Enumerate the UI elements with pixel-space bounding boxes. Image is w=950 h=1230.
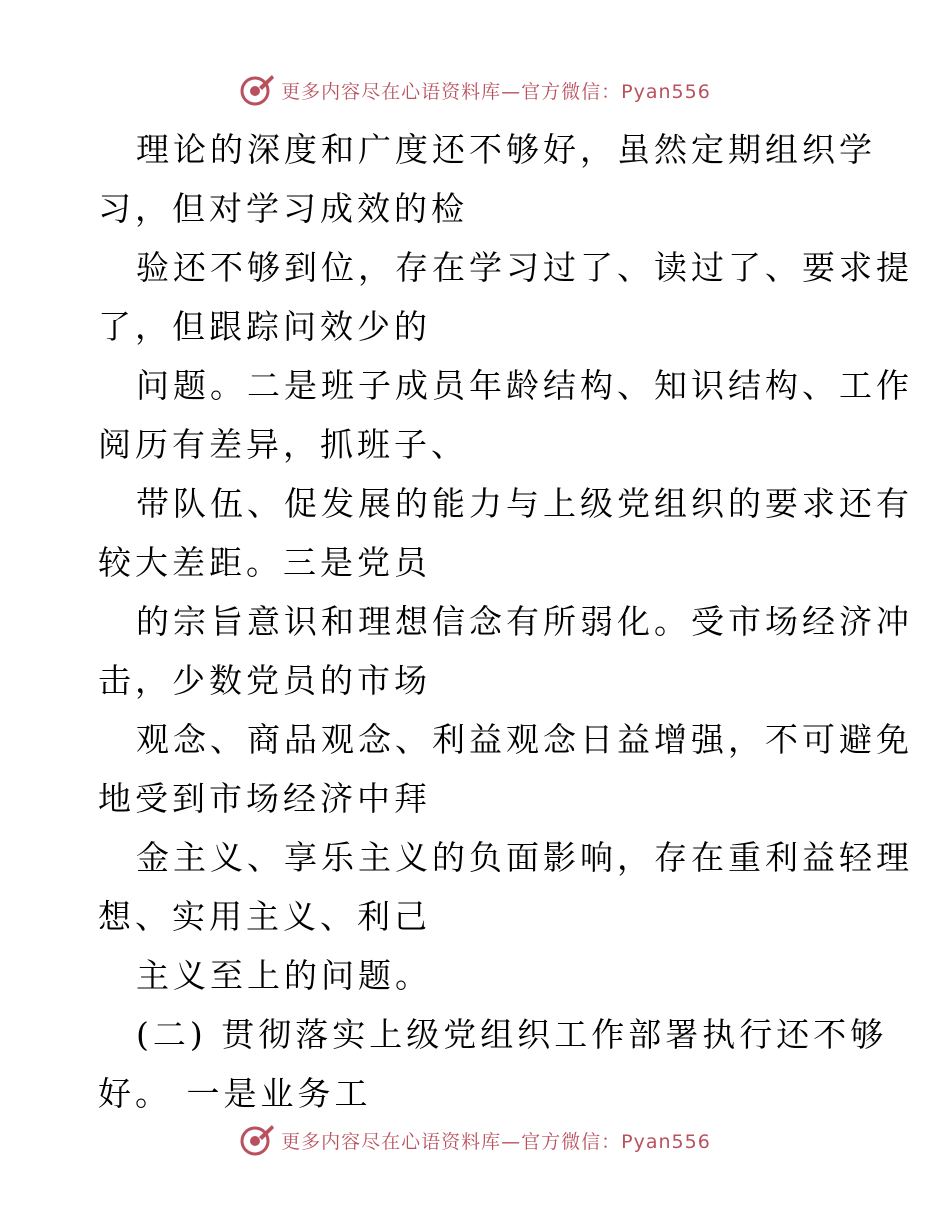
paragraph-line-4: 带队伍、促发展的能力与上级党组织的要求还有 较大差距。三是党员 [98, 484, 913, 582]
pen-circle-logo-icon [239, 1122, 275, 1158]
paragraph-line-2: 验还不够到位，存在学习过了、读过了、要求提 了，但跟踪问效少的 [98, 248, 913, 346]
document-body [98, 120, 913, 1123]
paragraph-line-6: 观念、商品观念、利益观念日益增强，不可避免 地受到市场经济中拜 [98, 720, 913, 818]
paragraph-line-1: 理论的深度和广度还不够好，虽然定期组织学 习，但对学习成效的检 [98, 130, 876, 228]
watermark-text: 更多内容尽在心语资料库—官方微信：Pyan556 [281, 1130, 711, 1153]
paragraph-line-5: 的宗旨意识和理想信念有所弱化。受市场经济冲 击，少数党员的市场 [98, 602, 913, 700]
pen-circle-logo-icon [239, 72, 275, 108]
paragraph-line-9: (二) 贯彻落实上级党组织工作部署执行还不够 好。 一是业务工 [98, 1015, 888, 1113]
header-watermark [0, 70, 950, 110]
paragraph-line-7: 金主义、享乐主义的负面影响，存在重利益轻理 想、实用主义、利己 [98, 838, 913, 936]
paragraph-line-3: 问题。二是班子成员年龄结构、知识结构、工作 阅历有差异，抓班子、 [98, 366, 913, 464]
footer-watermark [0, 1120, 950, 1160]
watermark-text: 更多内容尽在心语资料库—官方微信：Pyan556 [281, 80, 711, 103]
paragraph-line-8: 主义至上的问题。 [136, 956, 432, 995]
